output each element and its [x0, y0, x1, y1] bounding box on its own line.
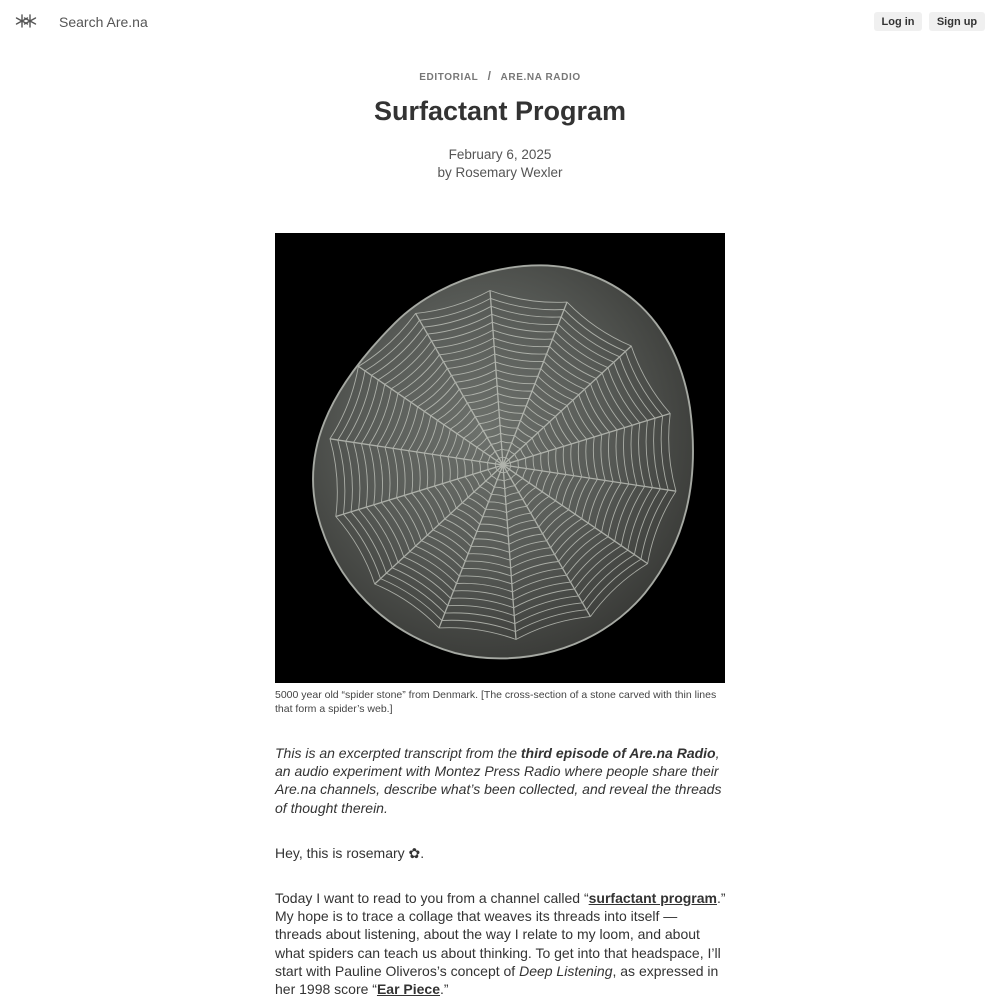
- article-date: February 6, 2025: [448, 147, 552, 162]
- article-byline: by Rosemary Wexler: [437, 165, 563, 180]
- channel-link-surfactant-program[interactable]: surfactant program: [588, 890, 717, 906]
- signup-button[interactable]: Sign up: [929, 12, 985, 31]
- body-text-part: Today I want to read to you from a channel called “: [275, 890, 589, 906]
- asterisk-pair-icon[interactable]: [15, 12, 37, 30]
- intro-episode-highlight: third episode of Are.na Radio: [520, 745, 716, 761]
- body-paragraph: [275, 889, 727, 998]
- image-caption: 5000 year old “spider stone” from Denmark. [The cross-section of a stone carved with thin lines that form a spider’s web.]: [275, 689, 717, 715]
- spider-stone-illustration: [275, 233, 725, 683]
- intro-paragraph: [275, 744, 725, 817]
- breadcrumb: [0, 69, 1000, 83]
- article-title: Surfactant Program: [373, 96, 627, 126]
- deep-listening-term: Deep Listening: [519, 962, 613, 979]
- breadcrumb-separator: /: [487, 69, 492, 83]
- body-text-part: .” My hope is to trace a collage that weaves its threads into itself — threads about listening, about the way I relate to my loom, and about what spiders can teach us about thinking. To get into that headspace, I’ll start with Pauline Oliveros’s concept of: [275, 890, 726, 979]
- intro-text-after: , an audio experiment with Montez Press Radio where people share their Are.na channels, describe what’s been collected, and reveal the threads of thought therein.: [275, 745, 722, 816]
- intro-text-before: This is an excerpted transcript from the: [275, 745, 521, 761]
- spider-stone-image: [275, 233, 725, 683]
- login-button[interactable]: Log in: [874, 12, 922, 31]
- search-input[interactable]: [56, 10, 356, 34]
- breadcrumb-section[interactable]: EDITORIAL: [419, 72, 479, 83]
- body-text-part: .”: [440, 981, 449, 998]
- greeting-text: Hey, this is rosemary ✿.: [275, 845, 425, 861]
- top-bar: [0, 0, 1000, 44]
- link-ear-piece[interactable]: Ear Piece: [376, 981, 441, 998]
- body-text-part: , as expressed in her 1998 score “: [275, 962, 719, 998]
- breadcrumb-channel[interactable]: ARE.NA RADIO: [500, 72, 581, 83]
